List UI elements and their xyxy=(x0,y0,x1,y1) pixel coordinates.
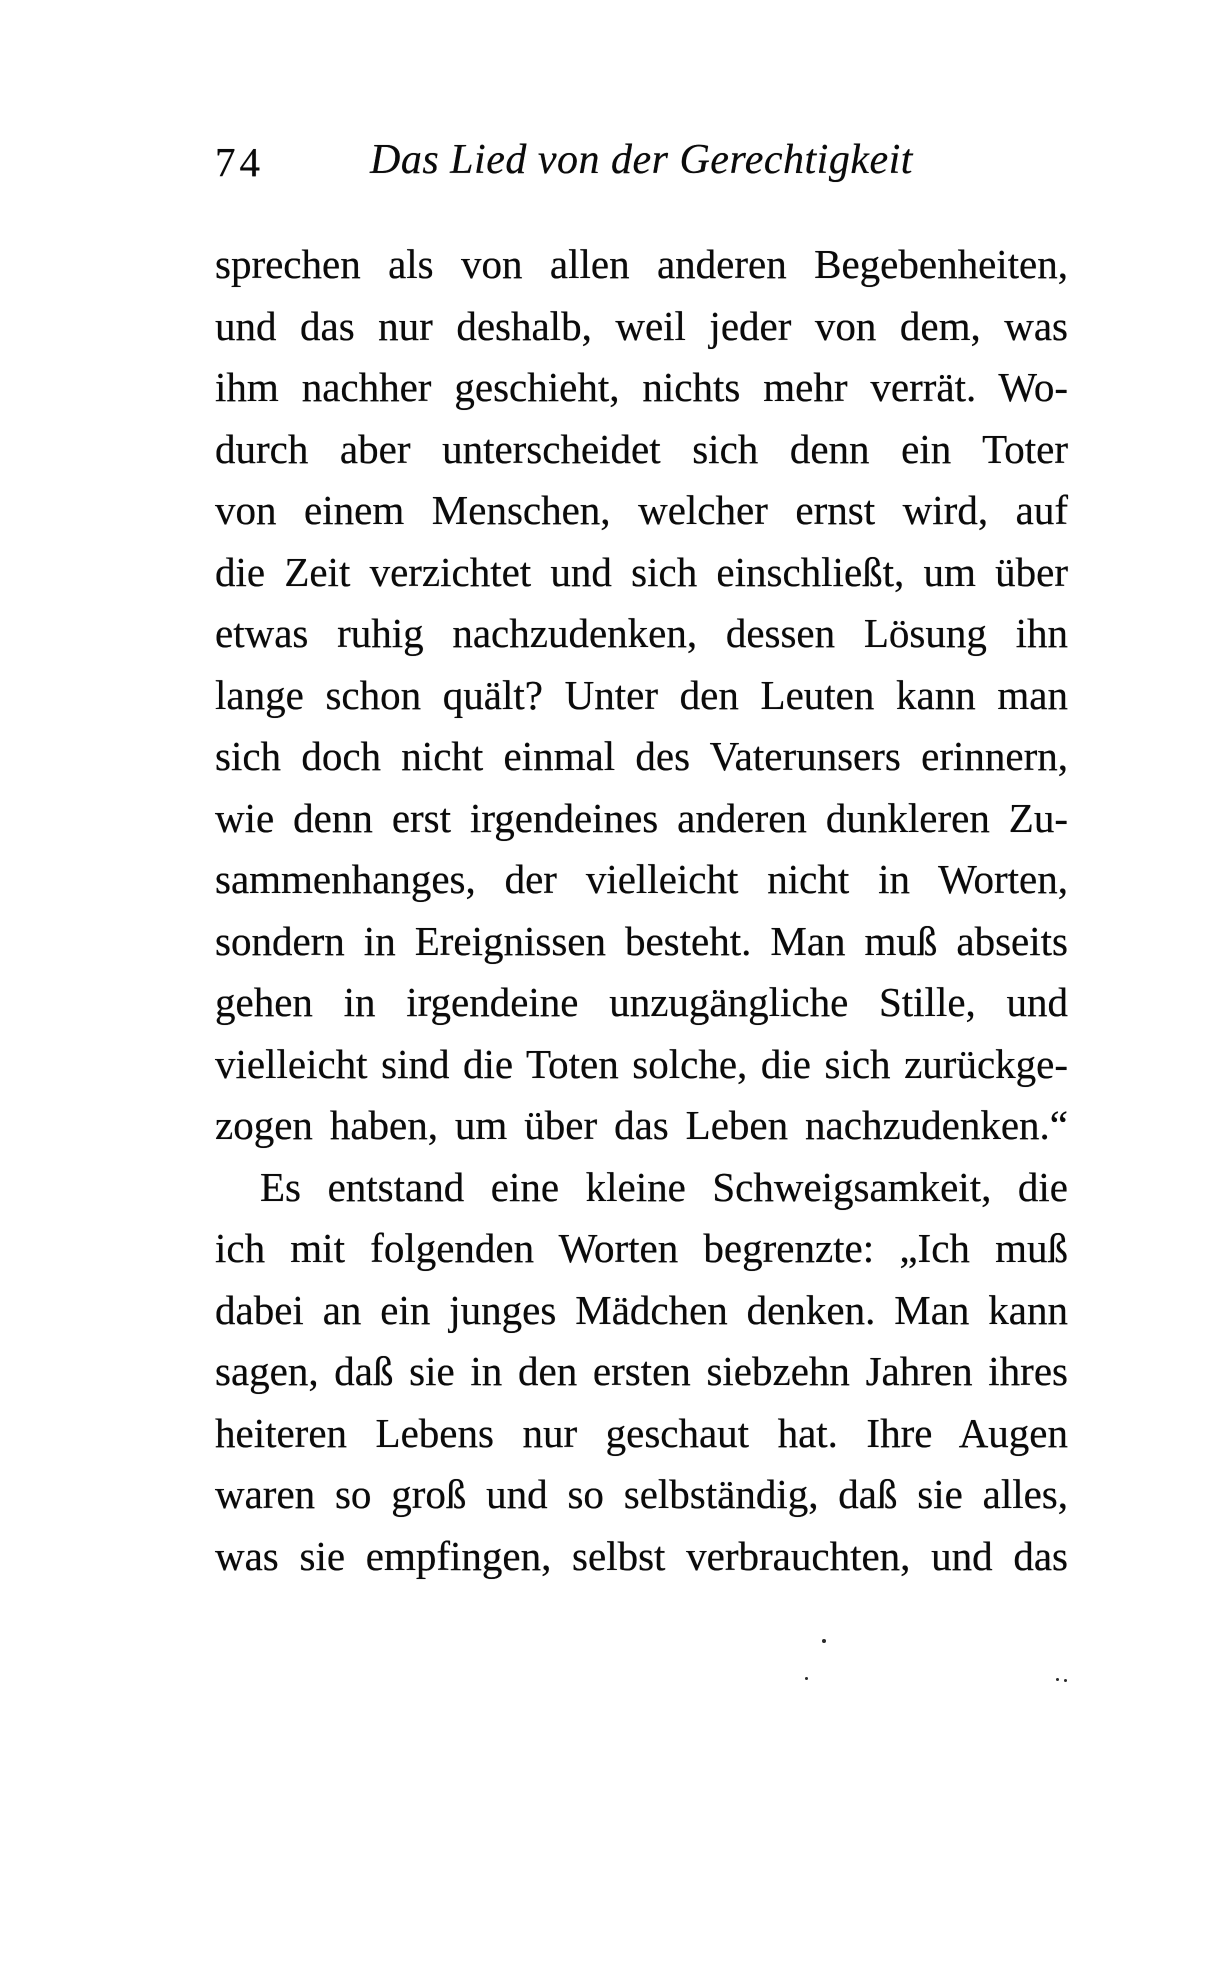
scan-speck xyxy=(822,1639,826,1643)
text-line: dabei an ein junges Mädchen denken. Man kann xyxy=(215,1286,1068,1333)
text-line: ich mit folgenden Worten begrenzte: „Ich muß xyxy=(215,1225,1068,1271)
body-text xyxy=(215,234,1068,1587)
running-header xyxy=(215,136,1068,192)
text-line: sprechen als von allen anderen Begebenheiten, xyxy=(215,241,1068,287)
text-line: sondern in Ereignissen besteht. Man muß abseits xyxy=(215,917,1068,964)
text-line: waren so groß und so selbständig, daß sie alles, xyxy=(215,1471,1068,1517)
text-line: ihm nachher geschieht, nichts mehr verrät. Wo- xyxy=(215,364,1068,410)
page-number: 74 xyxy=(215,139,264,185)
running-title: Das Lied von der Gerechtigkeit xyxy=(370,137,913,183)
text-line: was sie empfingen, selbst verbrauchten, und das xyxy=(215,1532,1068,1579)
text-line: zogen haben, um über das Leben nachzudenken.“ xyxy=(215,1102,1068,1148)
text-line: sammenhanges, der vielleicht nicht in Worten, xyxy=(215,856,1068,902)
text-line: vielleicht sind die Toten solche, die sich zurückge- xyxy=(215,1040,1068,1087)
text-line: durch aber unterscheidet sich denn ein Toter xyxy=(215,425,1068,472)
scan-speck xyxy=(1064,1679,1067,1682)
text-line: wie denn erst irgendeines anderen dunkleren Zu- xyxy=(215,794,1068,841)
text-line: sich doch nicht einmal des Vaterunsers erinnern, xyxy=(215,733,1068,779)
text-line: Es entstand eine kleine Schweigsamkeit, die xyxy=(260,1163,1068,1210)
scan-speck xyxy=(805,1677,808,1680)
text-line: von einem Menschen, welcher ernst wird, auf xyxy=(215,487,1068,533)
text-line: gehen in irgendeine unzugängliche Stille, und xyxy=(215,979,1068,1025)
text-line: heiteren Lebens nur geschaut hat. Ihre Augen xyxy=(215,1409,1068,1456)
text-line: etwas ruhig nachzudenken, dessen Lösung ihn xyxy=(215,610,1068,656)
scan-speck xyxy=(1056,1678,1059,1681)
text-line: die Zeit verzichtet und sich einschließt, um über xyxy=(215,548,1068,595)
text-line: sagen, daß sie in den ersten siebzehn Jahren ihres xyxy=(215,1348,1068,1394)
text-line: und das nur deshalb, weil jeder von dem, was xyxy=(215,302,1068,349)
text-line: lange schon quält? Unter den Leuten kann man xyxy=(215,671,1068,718)
